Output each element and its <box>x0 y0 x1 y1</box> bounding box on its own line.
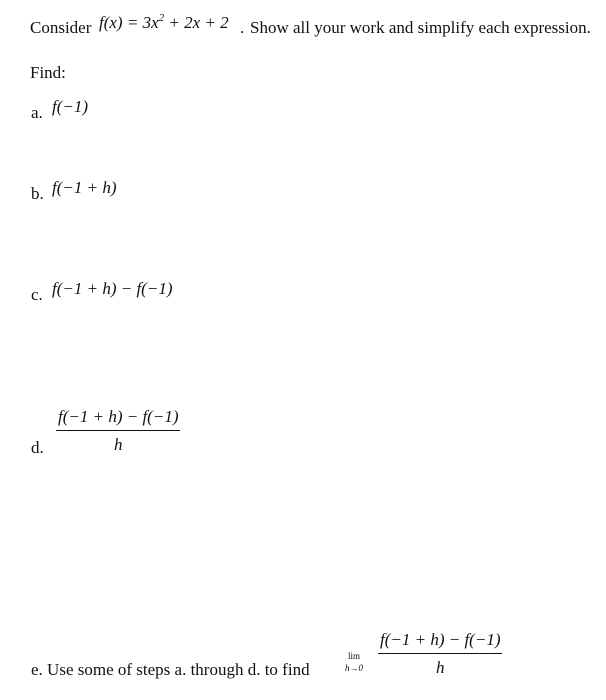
function-definition <box>99 13 229 33</box>
part-c-expression: f(−1 + h) − f(−1) <box>52 279 173 298</box>
function-rhs: + 2x + 2 <box>164 13 229 32</box>
limit-operator <box>343 651 365 673</box>
part-e-text: e. Use some of steps a. through d. to find <box>31 660 310 679</box>
function-exponent: 2 <box>158 12 165 24</box>
period: . <box>240 18 245 37</box>
instruction-text: Show all your work and simplify each expression. <box>250 18 591 37</box>
part-e-numerator: f(−1 + h) − f(−1) <box>380 630 501 649</box>
part-e-fraction <box>378 630 502 678</box>
limit-subscript: h→0 <box>345 663 363 673</box>
part-d-numerator: f(−1 + h) − f(−1) <box>58 407 179 426</box>
part-d-denominator: h <box>113 435 123 454</box>
part-a-expression: f(−1) <box>52 97 89 116</box>
function-lhs: f(x) = 3x <box>99 13 159 32</box>
part-e-denominator: h <box>435 658 445 677</box>
consider-text: Consider <box>30 18 92 37</box>
part-a-label: a. <box>31 103 43 122</box>
part-b-expression: f(−1 + h) <box>52 178 117 197</box>
part-d-label: d. <box>31 438 44 457</box>
find-label: Find: <box>30 63 66 82</box>
part-c-label: c. <box>31 285 43 304</box>
part-b-label: b. <box>31 184 44 203</box>
limit-lim: lim <box>347 651 360 661</box>
part-d-fraction <box>56 407 180 455</box>
